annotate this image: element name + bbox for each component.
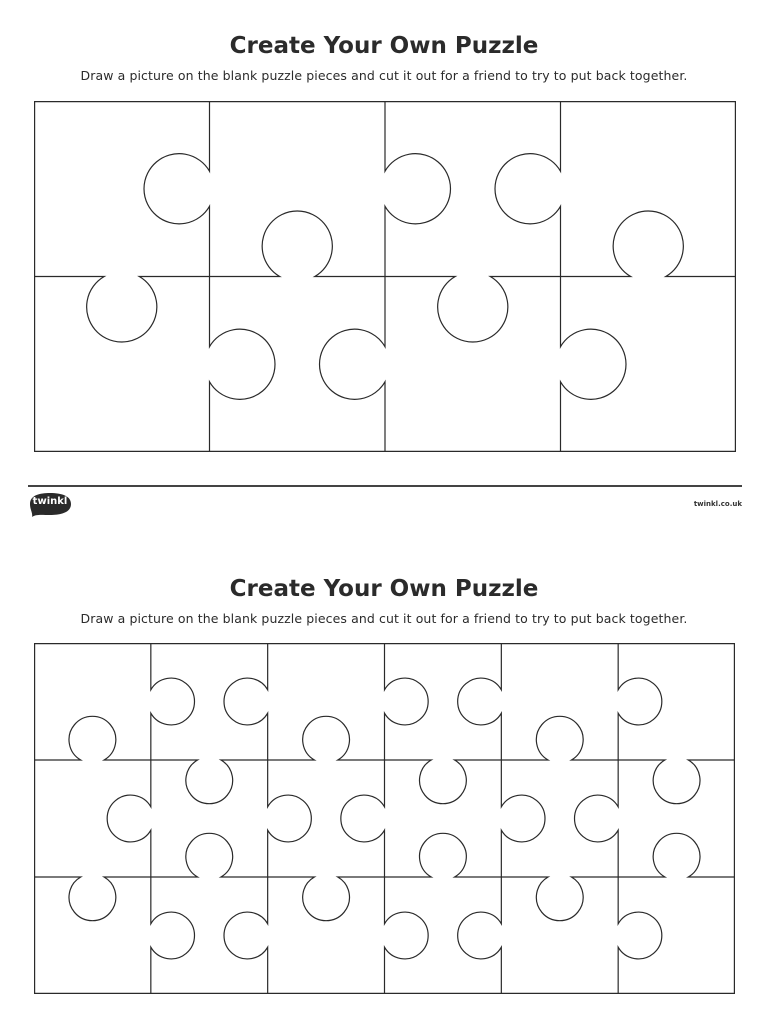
- puzzle-cut-line: [151, 760, 268, 804]
- puzzle-cut-line: [561, 277, 626, 453]
- puzzle-cut-line: [151, 643, 195, 760]
- puzzle-cut-line: [268, 716, 385, 760]
- puzzle-cut-line: [210, 211, 386, 276]
- page-title: Create Your Own Puzzle: [229, 576, 539, 602]
- puzzle-cut-line: [561, 211, 737, 276]
- puzzle-cut-line: [495, 101, 560, 277]
- puzzle-grid-small: [34, 643, 735, 994]
- puzzle-cut-line: [575, 760, 619, 877]
- website-link[interactable]: twinkl.co.uk: [693, 500, 742, 508]
- puzzle-cut-line: [385, 877, 429, 994]
- puzzle-cut-line: [224, 643, 268, 760]
- puzzle-cut-line: [618, 877, 662, 994]
- puzzle-cut-line: [501, 716, 618, 760]
- puzzle-cut-line: [151, 833, 268, 877]
- puzzle-cut-line: [385, 643, 429, 760]
- puzzle-cut-line: [34, 716, 151, 760]
- puzzle-cut-line: [501, 760, 545, 877]
- puzzle-grid-large: [34, 101, 736, 452]
- puzzle-cut-line: [144, 101, 209, 277]
- puzzle-cut-line: [320, 277, 385, 453]
- instructions-text: Draw a picture on the blank puzzle pieces and cut it out for a friend to try to put back together.: [80, 68, 688, 83]
- page-title: Create Your Own Puzzle: [229, 33, 539, 59]
- instructions-text: Draw a picture on the blank puzzle pieces and cut it out for a friend to try to put back together.: [80, 611, 688, 626]
- puzzle-cut-line: [385, 760, 502, 804]
- puzzle-cut-line: [151, 877, 195, 994]
- puzzle-cut-line: [618, 643, 662, 760]
- puzzle-cut-line: [34, 277, 210, 342]
- puzzle-cut-line: [385, 101, 450, 277]
- puzzle-cut-line: [385, 833, 502, 877]
- logo-text: twinkl: [32, 496, 68, 507]
- puzzle-cut-line: [107, 760, 151, 877]
- puzzle-cut-line: [341, 760, 385, 877]
- puzzle-border: [35, 644, 735, 994]
- puzzle-cut-line: [224, 877, 268, 994]
- twinkl-logo-icon: [26, 490, 74, 518]
- puzzle-cut-line: [385, 277, 561, 342]
- puzzle-cut-line: [458, 643, 502, 760]
- puzzle-cut-line: [618, 760, 735, 804]
- puzzle-cut-line: [210, 277, 275, 453]
- puzzle-cut-line: [34, 877, 151, 921]
- puzzle-cut-line: [618, 833, 735, 877]
- puzzle-cut-line: [268, 877, 385, 921]
- footer-divider: [28, 485, 742, 487]
- puzzle-cut-line: [501, 877, 618, 921]
- puzzle-cut-line: [268, 760, 312, 877]
- puzzle-cut-line: [458, 877, 502, 994]
